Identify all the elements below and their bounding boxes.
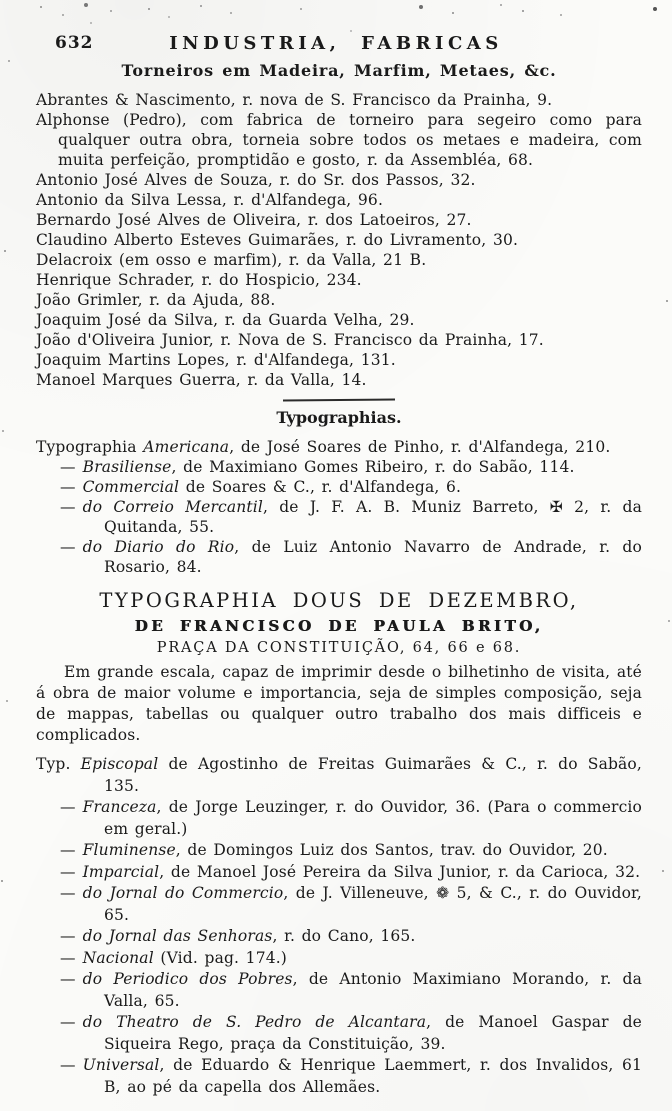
typographias-list-2	[36, 754, 642, 1098]
directory-entry: — Fluminense, de Domingos Luiz dos Santos, trav. do Ouvidor, 20.	[60, 841, 608, 859]
directory-entry: João Grimler, r. da Ajuda, 88.	[36, 291, 276, 309]
ditto-dash: —	[60, 970, 76, 988]
directory-entry: — Franceza, de Jorge Leuzinger, r. do Ouvidor, 36. (Para o commercio em geral.)	[60, 798, 642, 838]
directory-entry: — do Correio Mercantil, de J. F. A. B. Muniz Barreto, ✠ 2, r. da Quitanda, 55.	[60, 498, 642, 536]
entry-name-italic: do Jornal do Commercio	[82, 884, 284, 902]
advert-owner: DE FRANCISCO DE PAULA BRITO,	[134, 617, 544, 635]
advert-address: PRAÇA DA CONSTITUIÇÃO, 64, 66 e 68.	[156, 640, 522, 656]
entry-name-italic: Fluminense	[82, 841, 176, 859]
directory-entry: — Commercial de Soares & C., r. d'Alfandega, 6.	[60, 478, 462, 496]
typographias-list	[36, 437, 642, 577]
directory-entry: — do Jornal do Commercio, de J. Villeneuve, ❁ 5, & C., r. do Ouvidor, 65.	[60, 884, 642, 924]
directory-entry: Delacroix (em osso e marfim), r. da Valla, 21 B.	[36, 251, 427, 269]
directory-entry: Henrique Schrader, r. do Hospicio, 234.	[36, 271, 362, 289]
ditto-dash: —	[60, 841, 76, 859]
ditto-dash: —	[60, 862, 76, 881]
page-number: 632	[55, 33, 94, 53]
entry-name-italic: Episcopal	[80, 755, 159, 773]
entry-name-italic: Commercial	[82, 478, 180, 496]
ditto-dash: —	[60, 538, 76, 556]
entry-name-italic: do Theatro de S. Pedro de Alcantara	[82, 1013, 427, 1031]
torneiros-list	[36, 90, 642, 390]
directory-entry: — do Jornal das Senhoras, r. do Cano, 165.	[60, 927, 416, 945]
directory-entry: — do Theatro de S. Pedro de Alcantara, de Manoel Gaspar de Siqueira Rego, praça da Constituição, 39.	[60, 1013, 643, 1053]
directory-entry: — Nacional (Vid. pag. 174.)	[60, 948, 287, 967]
directory-entry: Bernardo José Alves de Oliveira, r. dos Latoeiros, 27.	[36, 211, 472, 229]
advert-block	[36, 589, 642, 746]
entry-name-italic: Nacional	[82, 948, 154, 967]
ditto-dash: —	[60, 498, 76, 516]
ditto-dash: —	[60, 1056, 76, 1074]
directory-entry: — Imparcial, de Manoel José Pereira da Silva Junior, r. da Carioca, 32.	[60, 862, 641, 881]
directory-entry: — do Periodico dos Pobres, de Antonio Maximiano Morando, r. da Valla, 65.	[60, 970, 643, 1010]
advert-body: Em grande escala, capaz de imprimir desde o bilhetinho de visita, até á obra de maior volume e importancia, seja de simples composição, seja de mappas, tabellas ou qualquer outro trabalho dos mais difficeis e complicados.	[36, 663, 642, 744]
entry-name-italic: do Diario do Rio	[82, 538, 235, 556]
entry-name-italic: Brasiliense	[82, 458, 172, 476]
directory-entry: Alphonse (Pedro), com fabrica de torneiro para segeiro como para qualquer outra obra, torneia sobre todos os metaes e madeira, com muita perfeição, promptidão e gosto, r. da Assembléa, 68.	[36, 111, 642, 169]
directory-entry: João d'Oliveira Junior, r. Nova de S. Francisco da Prainha, 17.	[36, 331, 544, 349]
entry-name-italic: do Jornal das Senhoras	[82, 927, 273, 945]
ditto-dash: —	[60, 478, 76, 496]
directory-entry: Antonio da Silva Lessa, r. d'Alfandega, 96.	[36, 191, 384, 209]
directory-entry: — Universal, de Eduardo & Henrique Laemmert, r. dos Invalidos, 61 B, ao pé da capella dos Allemães.	[60, 1056, 642, 1096]
ditto-dash: —	[60, 458, 76, 476]
section-divider-rule	[283, 399, 395, 402]
ditto-dash: —	[60, 927, 76, 945]
entry-name-italic: Universal	[82, 1056, 160, 1074]
ditto-dash: —	[60, 884, 76, 902]
running-header: INDUSTRIA, FABRICAS	[169, 33, 503, 54]
ditto-dash: —	[60, 948, 76, 967]
directory-entry: Abrantes & Nascimento, r. nova de S. Francisco da Prainha, 9.	[36, 91, 553, 109]
entry-name-italic: Imparcial	[82, 862, 160, 881]
entry-name-italic: Americana	[143, 438, 230, 456]
page-header	[0, 0, 672, 54]
directory-entry: Joaquim José da Silva, r. da Guarda Velha, 29.	[36, 311, 415, 329]
advert-title: TYPOGRAPHIA DOUS DE DEZEMBRO,	[99, 589, 579, 612]
entry-name-italic: do Correio Mercantil	[82, 498, 263, 516]
directory-entry: Manoel Marques Guerra, r. da Valla, 14.	[36, 371, 367, 389]
page-content	[0, 61, 672, 1098]
directory-entry: — do Diario do Rio, de Luiz Antonio Navarro de Andrade, r. do Rosario, 84.	[60, 538, 642, 576]
directory-entry: Joaquim Martins Lopes, r. d'Alfandega, 131.	[36, 351, 396, 369]
directory-entry: Antonio José Alves de Souza, r. do Sr. dos Passos, 32.	[36, 171, 476, 189]
entry-name-italic: do Periodico dos Pobres	[82, 970, 293, 988]
section-title-torneiros: Torneiros em Madeira, Marfim, Metaes, &c.	[121, 61, 557, 80]
directory-entry: Typographia Americana, de José Soares de Pinho, r. d'Alfandega, 210.	[36, 438, 611, 456]
directory-entry: — Brasiliense, de Maximiano Gomes Ribeiro, r. do Sabão, 114.	[60, 458, 575, 476]
section-title-typographias: Typographias.	[276, 408, 402, 427]
entry-name-italic: Franceza	[82, 798, 157, 816]
directory-entry: Typ. Episcopal de Agostinho de Freitas Guimarães & C., r. do Sabão, 135.	[36, 755, 642, 795]
ditto-dash: —	[60, 1013, 76, 1031]
ditto-dash: —	[60, 798, 76, 816]
directory-entry: Claudino Alberto Esteves Guimarães, r. do Livramento, 30.	[36, 231, 519, 249]
